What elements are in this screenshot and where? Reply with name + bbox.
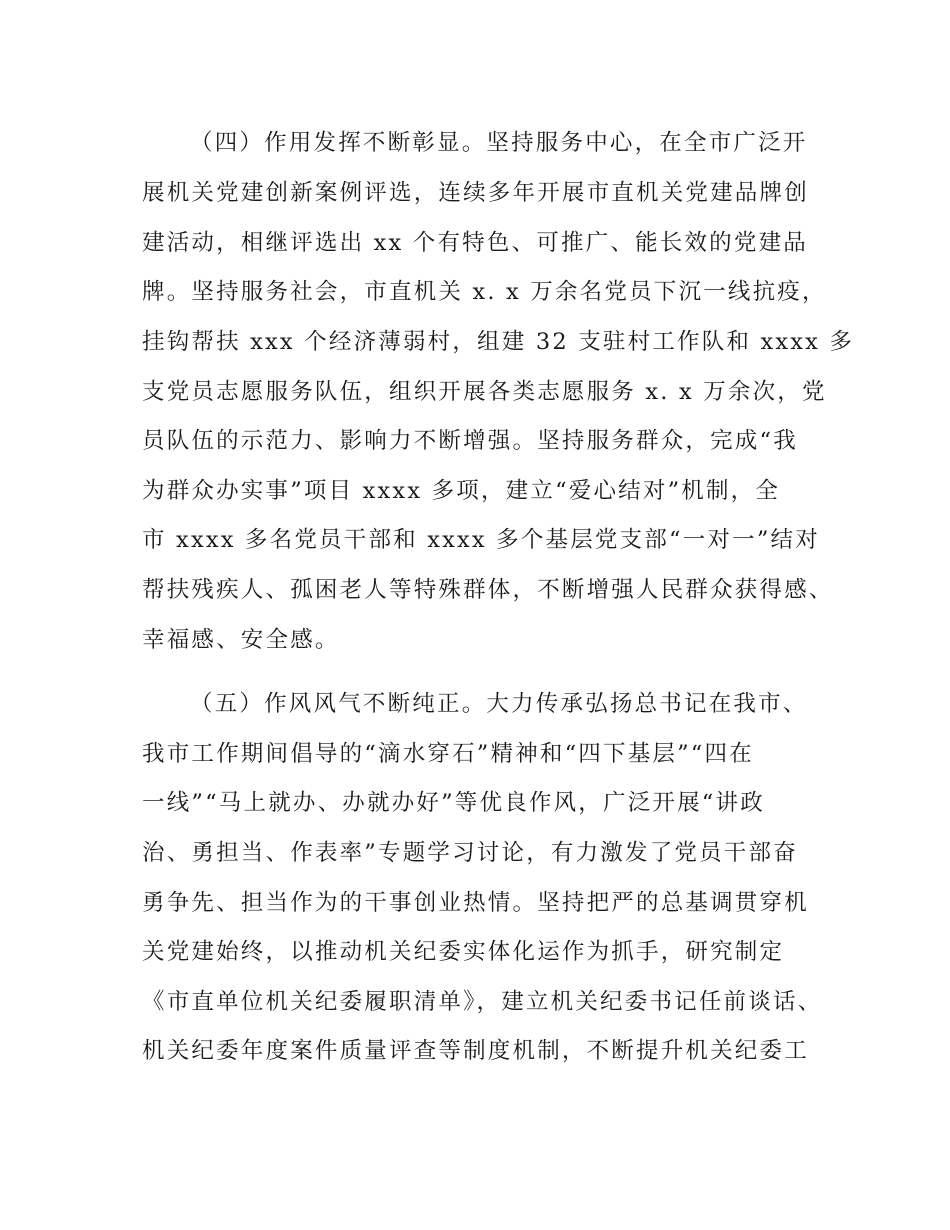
text-line: （五）作风风气不断纯正。大力传承弘扬总书记在我市、	[190, 691, 808, 717]
text-line: 幸福感、安全感。	[142, 627, 340, 653]
text-line: 为群众办实事”项目 xxxx 多项，建立“爱心结对”机制，全	[142, 478, 781, 504]
text-line: 勇争先、担当作为的干事创业热情。坚持把严的总基调贯穿机	[142, 890, 809, 916]
text-line: 员队伍的示范力、影响力不断增强。坚持服务群众，完成“我	[142, 428, 798, 454]
text-line: 展机关党建创新案例评选，连续多年开展市直机关党建品牌创	[142, 180, 809, 206]
text-line: 建活动，相继评选出 xx 个有特色、可推广、能长效的党建品	[142, 230, 808, 256]
text-line: （四）作用发挥不断彰显。坚持服务中心，在全市广泛开	[190, 130, 808, 156]
text-line: 一线”“马上就办、办就办好”等优良作风，广泛开展“讲政	[142, 790, 765, 816]
text-line: 机关纪委年度案件质量评查等制度机制，不断提升机关纪委工	[142, 1038, 809, 1064]
text-line: 市 xxxx 多名党员干部和 xxxx 多个基层党支部“一对一”结对	[142, 527, 820, 553]
text-line: 《市直单位机关纪委履职清单》，建立机关纪委书记任前谈话、	[142, 989, 823, 1015]
text-line: 关党建始终，以推动机关纪委实体化运作为抓手，研究制定	[142, 939, 785, 965]
text-line: 挂钩帮扶 xxx 个经济薄弱村，组建 32 支驻村工作队和 xxxx 多	[142, 329, 855, 355]
text-line: 我市工作期间倡导的“滴水穿石”精神和“四下基层”“四在	[142, 741, 754, 767]
text-line: 牌。坚持服务社会，市直机关 x. x 万余名党员下沉一线抗疫，	[142, 279, 827, 305]
text-line: 支党员志愿服务队伍，组织开展各类志愿服务 x. x 万余次，党	[142, 379, 827, 405]
text-line: 治、勇担当、作表率”专题学习讨论，有力激发了党员干部奋	[142, 840, 798, 866]
text-line: 帮扶残疾人、孤困老人等特殊群体，不断增强人民群众获得感、	[142, 577, 834, 603]
